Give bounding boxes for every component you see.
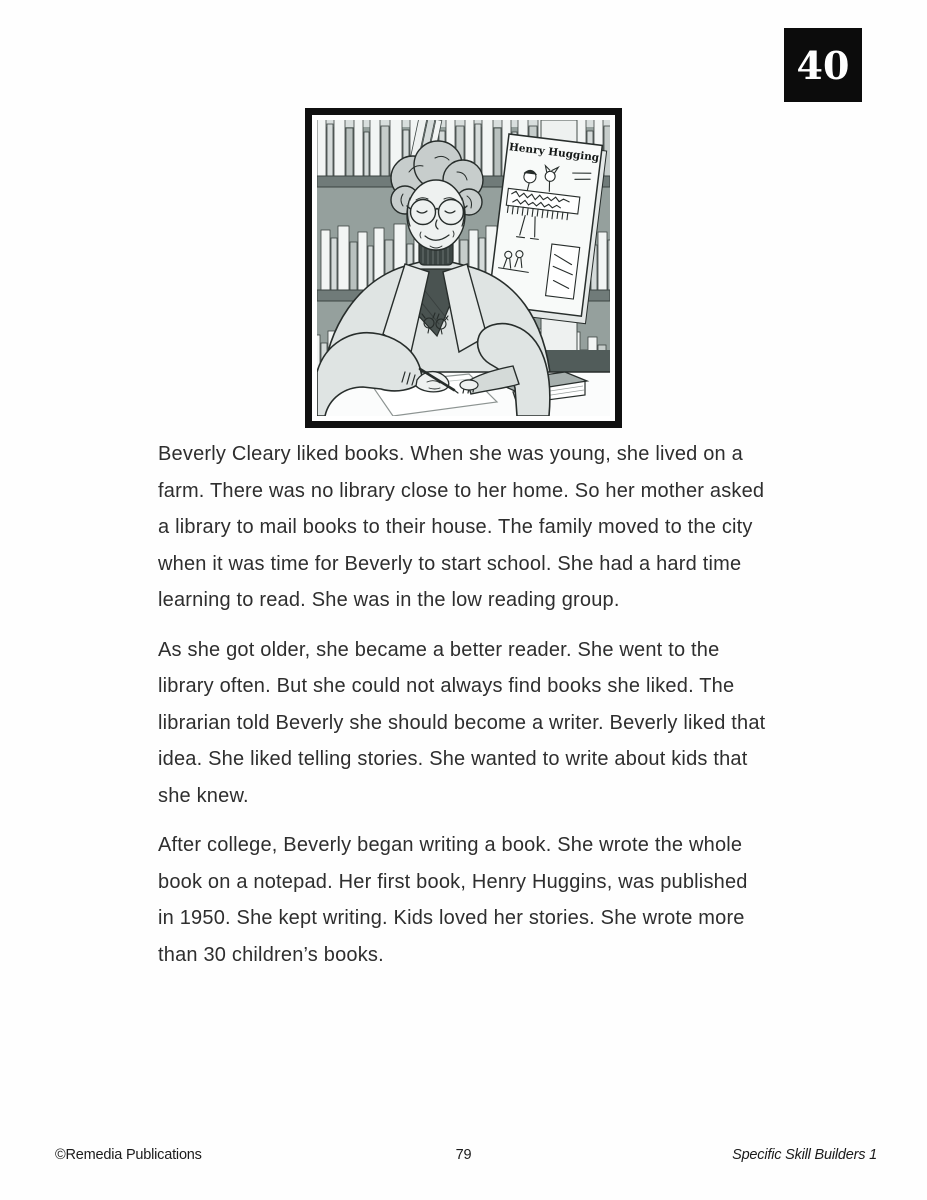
story-line: As she got older, she became a better reader. She went: [158, 638, 663, 661]
lesson-number: 40: [796, 42, 850, 88]
story-line: was published in 1950. She kept writing. Kids loved her: [158, 870, 748, 929]
left-hand: [460, 380, 478, 390]
face: [407, 180, 465, 250]
footer-page-number: 79: [455, 1147, 472, 1163]
story-line: After college, Beverly began writing a book. She wrote: [158, 834, 650, 856]
lesson-number-badge: [784, 28, 862, 102]
story-line: wanted to write about kids that she knew.: [158, 748, 748, 807]
story-line: stories. She wrote more than 30 children’s books.: [158, 907, 745, 966]
story-line: writer. Beverly liked that idea. She liked telling stories. She: [158, 711, 766, 770]
story-paragraph-2: [158, 632, 766, 815]
story-paragraph-3: [158, 827, 766, 973]
story-line: to the library often. But she could not always find books: [158, 638, 720, 697]
story-line: Beverly Cleary liked books. When she was young, she: [158, 443, 650, 465]
story-line: She was in the low reading group.: [311, 589, 620, 611]
book-cover-title: Henry Hugging: [508, 141, 600, 165]
story-paragraph-1: [158, 436, 766, 619]
beverly-cleary-illustration: [305, 108, 622, 428]
story-line: The family moved to the city when it was time for Beverly: [158, 516, 753, 575]
story-line: to start school. She had a hard time learning to read.: [158, 552, 742, 611]
illustration-canvas: [317, 120, 610, 416]
story-line: So her mother asked a library to mail books to their house.: [158, 479, 765, 538]
story-text: [158, 436, 766, 986]
story-line: the whole book on a notepad. Her first book, Henry Huggins,: [158, 834, 743, 893]
footer-series-title: Specific Skill Builders 1: [732, 1147, 877, 1163]
story-line: she liked. The librarian told Beverly she should become a: [158, 675, 735, 734]
story-line: lived on a farm. There was no library close to her home.: [158, 443, 743, 502]
footer-publisher: ©Remedia Publications: [55, 1147, 202, 1163]
